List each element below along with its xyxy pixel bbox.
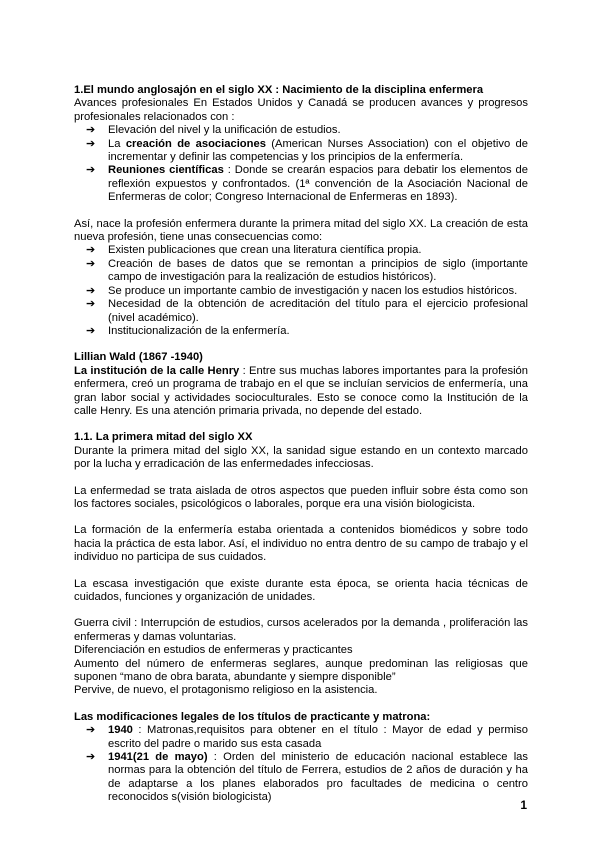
arrow-icon: ➔ — [86, 298, 96, 311]
arrow-icon: ➔ — [86, 137, 96, 150]
list-item: ➔ Se produce un importante cambio de investigación y nacen los estudios históricos. — [86, 284, 518, 297]
legal-title: Las modificaciones legales de los títulos de practicante y matrona: — [74, 710, 431, 723]
list-item: ➔ Institucionalización de la enfermería. — [86, 324, 290, 337]
wald-paragraph: La institución de la calle Henry : Entre sus muchas labores importantes para la profesión enfermera, creó un programa de trabajo en el que se incluían servicios de enfermería, una gran labor social y actividades socioculturales. Esto se conoce como la Institución de la calle Henry. Es una atención primaria privada, no depende del estado. — [74, 364, 528, 417]
paragraph: Durante la primera mitad del siglo XX, la sanidad sigue estando en un contexto marcado por la lucha y erradicación de las enfermedades infecciosas. — [74, 444, 528, 471]
paragraph: La enfermedad se trata aislada de otros aspectos que pueden influir sobre ésta como son los factores sociales, psicológicos o laborales, porque era una visión biologicista. — [74, 484, 528, 510]
arrow-icon: ➔ — [86, 257, 96, 270]
wald-title: Lillian Wald (1867 -1940) — [74, 351, 203, 364]
arrow-icon: ➔ — [86, 124, 96, 137]
arrow-icon: ➔ — [86, 284, 96, 297]
war-line: Guerra civil : Interrupción de estudios, cursos acelerados por la demanda , proliferación las enfermeras y damas voluntarias. — [74, 617, 528, 643]
arrow-icon: ➔ — [86, 751, 96, 764]
paragraph: La formación de la enfermería estaba orientada a contenidos biomédicos y sobre todo hacia la práctica de esta labor. Así, el individuo no entra dentro de su campo de trabajo y el individuo no participa de sus cuidados. — [74, 524, 528, 564]
section-1-bullets — [74, 124, 528, 204]
list-item: ➔ Existen publicaciones que crean una literatura científica propia. — [86, 244, 422, 257]
arrow-icon: ➔ — [86, 724, 96, 737]
section-1-paragraph: Así, nace la profesión enfermera durante la primera mitad del siglo XX. La creación de esta nueva profesión, tiene unas consecuencias como: — [74, 217, 528, 244]
war-line: Aumento del número de enfermeras seglares, aunque predominan las religiosas que suponen “mano de obra barata, abundante y siempre disponible” — [74, 657, 528, 684]
arrow-icon: ➔ — [86, 324, 96, 337]
section-1-title: 1.El mundo anglosajón en el siglo XX : Nacimiento de la disciplina enfermera — [74, 84, 484, 96]
legal-list — [74, 724, 528, 804]
list-item: ➔ La creación de asociaciones (American Nurses Association) con el objetivo de incrementar y definir las competencias y los principios de la enfermería. — [86, 137, 528, 164]
war-line: Pervive, de nuevo, el protagonismo religioso en la asistencia. — [74, 684, 378, 697]
arrow-icon: ➔ — [86, 164, 96, 177]
list-item: ➔ Necesidad de la obtención de acreditación del título para el ejercicio profesional (nivel académico). — [86, 298, 528, 324]
list-item: ➔ Reuniones científicas : Donde se crearán espacios para debatir los elementos de reflexión expuestos y confrontados. (1ª convención de la Asociación Nacional de Enfermeras de color; Congreso Internacional de Enfermeras en 1893). — [86, 164, 528, 204]
list-item: ➔ Creación de bases de datos que se remontan a principios de siglo (importante campo de investigación para la realización de estudios históricos). — [86, 257, 528, 284]
war-line: Diferenciación en estudios de enfermeras y practicantes — [74, 644, 353, 657]
section-1-intro: Avances profesionales En Estados Unidos y Canadá se producen avances y progresos profesionales relacionados con : — [74, 97, 528, 123]
page-number: 1 — [520, 798, 527, 812]
list-item: ➔ 1941(21 de mayo) : Orden del ministerio de educación nacional establece las normas para la obtención del título de Ferrera, estudios de 2 años de duración y ha de adaptarse a los planes elaborados pro facultades de medicina o centro reconocidos s(visión biologicista) — [86, 751, 529, 804]
paragraph: La escasa investigación que existe durante esta época, se orienta hacia técnicas de cuidados, funciones y organización de unidades. — [74, 577, 528, 603]
consequences-list — [74, 244, 528, 338]
section-1-1-title: 1.1. La primera mitad del siglo XX — [74, 431, 253, 444]
arrow-icon: ➔ — [86, 244, 96, 257]
document-page — [74, 84, 528, 805]
list-item: ➔ 1940 : Matronas,requisitos para obtener en el título : Mayor de edad y permiso escrito del padre o marido sus esta casada — [86, 724, 528, 750]
list-item: ➔ Elevación del nivel y la unificación de estudios. — [86, 124, 341, 137]
